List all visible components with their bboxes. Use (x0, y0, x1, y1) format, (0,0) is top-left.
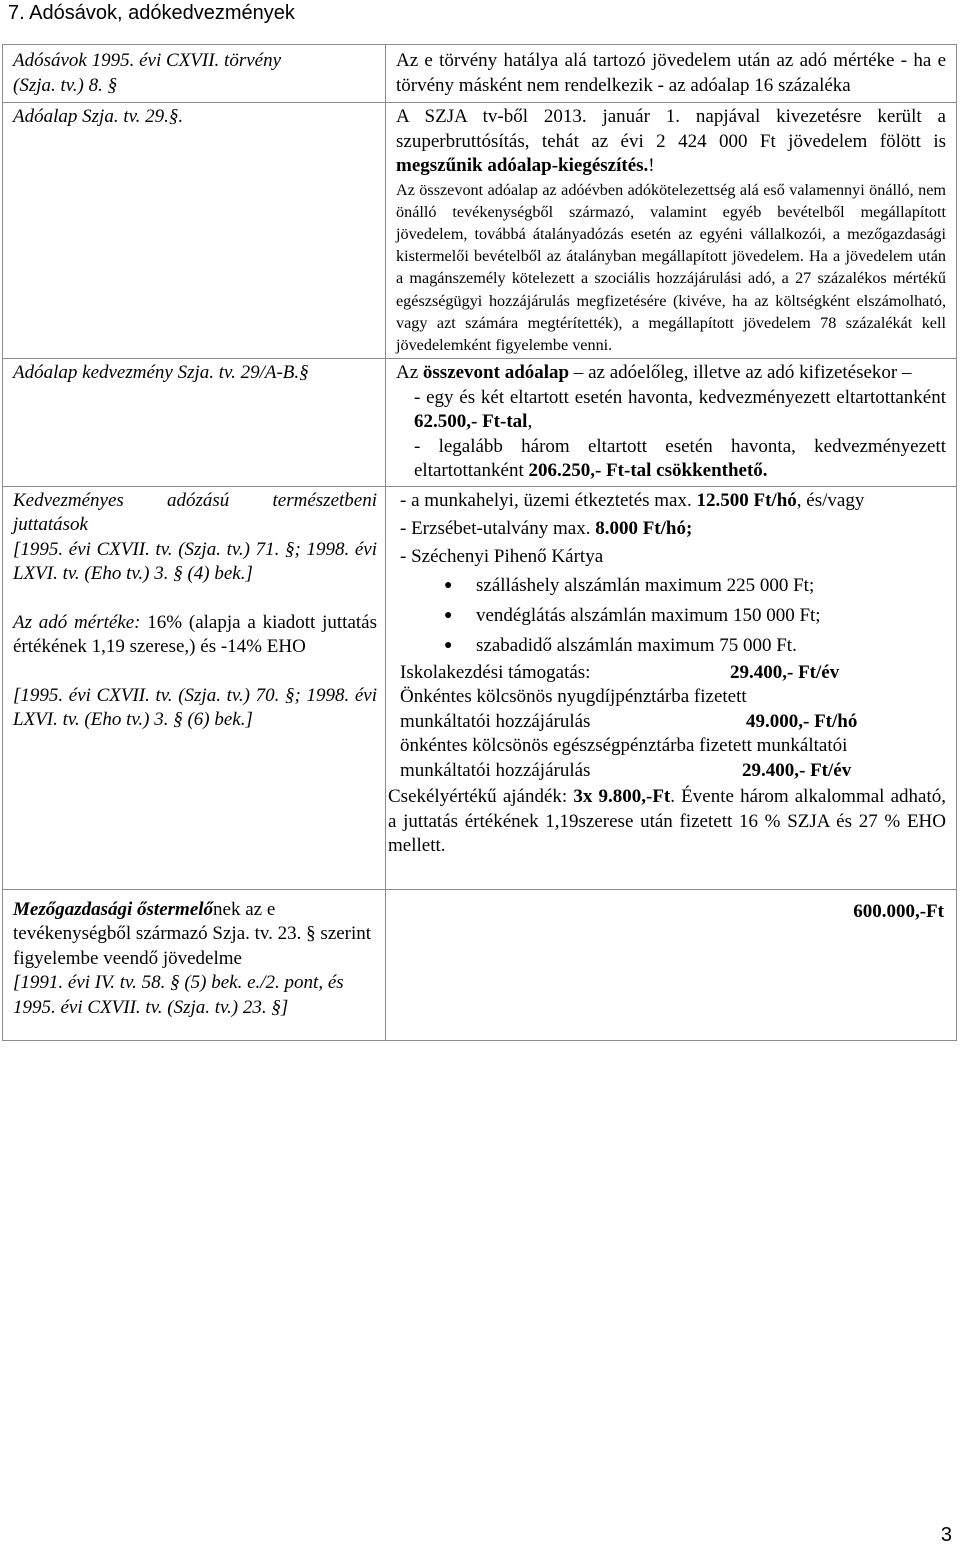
gift-text: Csekélyértékű ajándék: (388, 786, 574, 808)
pension-fund-text: Önkéntes kölcsönös nyugdíjpénztárba fizetett (400, 686, 747, 708)
bullet-icon: ● (444, 637, 453, 653)
row-label-cell (3, 486, 386, 889)
allowance-line-2: - legalább három eltartott esetén havonta, kedvezményezett eltartottanként (414, 435, 946, 482)
rate-label: Az adó mértéke: (13, 611, 141, 633)
farmer-income-value: 600.000,-Ft (853, 900, 944, 922)
list-item (444, 601, 946, 631)
table-row (3, 359, 957, 487)
gift-amount: 3x 9.800,-Ft (573, 786, 671, 808)
row-content-cell (386, 889, 957, 1041)
row-label-text: Szja. tv. 29.§. (77, 106, 184, 127)
row-label-bold: Mezőgazdasági őstermelő (13, 898, 214, 920)
table-row (3, 889, 957, 1041)
szep-item: szabadidő alszámlán maximum 75 000 Ft. (476, 634, 797, 656)
allowance-intro: Az (396, 362, 423, 384)
szep-item: szálláshely alszámlán maximum 225 000 Ft; (476, 574, 815, 596)
bullet-icon: ● (444, 577, 453, 593)
rate-text: 16% (alapja a kiadott juttatás értékének 1,19 szerese,) és ‐14% EHO (13, 611, 377, 658)
erzsebet-voucher: - Erzsébet-utalvány max. (400, 517, 596, 539)
gift-rest: . Évente három alkalommal adható, a juttatás értékének 1,19szerese után fizetett 16 % SZJA és 27 % EHO mellett. (388, 786, 946, 857)
row-content-cell (386, 359, 957, 487)
row-label-italic: Adóalap kedvezmény (13, 362, 173, 384)
meal-benefit-amount: 12.500 Ft/hó (696, 489, 797, 511)
school-support-value: 29.400,- Ft/év (730, 661, 840, 683)
row-label-cell (3, 359, 386, 487)
row-label-cell (3, 45, 386, 103)
allowance-line-1-end: , (527, 411, 533, 433)
row-label-cell (3, 889, 386, 1041)
table-row (3, 486, 957, 889)
benefits-title: Kedvezményes adózású természetbeni juttatások (13, 489, 377, 536)
legal-reference: [1991. évi IV. tv. 58. § (5) bek. e./2. pont, és 1995. évi CXVII. tv. (Szja. tv.) 23. §] (13, 972, 344, 1018)
szep-item: vendéglátás alszámlán maximum 150 000 Ft; (476, 604, 821, 626)
row-content-cell (386, 486, 957, 889)
health-fund-text: önkéntes kölcsönös egészségpénztárba fizetett munkáltatói (400, 735, 848, 757)
school-support-label: Iskolakezdési támogatás: (400, 661, 591, 683)
tax-base-definition: Az összevont adóalap az adóévben adókötelezettség alá eső valamennyi önálló, nem önálló tevékenységből származó, valamint egyéb bevételből megállapított jövedelem, továbbá átalányadózás esetén az egyéni vállalkozói, a mezőgazdasági kistermelői bevételből az átalányban megállapított jövedelem. Ha a jövedelem után a magánszemély kötelezett a szociális hozzájárulási adó, a 27 százalékos mértékű egészségügyi hozzájárulás megfizetésére (kivéve, ha az költségként elszámolható, vagy azt számára megtérítették), a megállapított jövedelem 78 százalékát kell jövedelemként figyelembe venni. (396, 180, 946, 354)
legal-reference: [1995. évi CXVII. tv. (Szja. tv.) 70. §; 1998. évi LXVI. tv. (Eho tv.) 3. § (6) bek.] (13, 684, 377, 731)
szep-card: - Széchenyi Pihenő Kártya (400, 545, 604, 567)
row-label-cell (3, 103, 386, 359)
list-item (444, 631, 946, 661)
pension-fund-label: munkáltatói hozzájárulás (400, 710, 591, 732)
table-row (3, 45, 957, 103)
row-label-text: 1995. évi CXVII. törvény (86, 50, 282, 71)
allowance-line-1: - egy és két eltartott esetén havonta, kedvezményezett eltartottanként (414, 386, 946, 408)
row-label-text: Szja. tv. 29/A-B.§ (172, 362, 309, 384)
row-content-cell (386, 45, 957, 103)
row-label-italic: Adósávok (13, 50, 87, 71)
legal-reference: [1995. évi CXVII. tv. (Szja. tv.) 71. §; 1998. évi LXVI. tv. (Eho tv.) 3. § (4) bek.] (13, 538, 377, 585)
list-item (444, 571, 946, 601)
meal-benefit: - a munkahelyi, üzemi étkeztetés max. (400, 489, 697, 511)
allowance-line-2-amount: 206.250,- Ft-tal csökkenthető. (528, 460, 768, 482)
allowance-intro-bold: összevont adóalap (422, 362, 570, 384)
bullet-icon: ● (444, 607, 453, 623)
legal-reference: (Szja. tv.) 8. § (13, 74, 118, 96)
pension-fund-value: 49.000,- Ft/hó (746, 710, 858, 732)
tax-rate-text: Az e törvény hatálya alá tartozó jövedelem után az adó mértéke - ha e törvény másként nem rendelkezik - az adóalap 16 százaléka (396, 50, 946, 96)
tax-base-mark: ! (648, 155, 655, 176)
row-content-cell (386, 103, 957, 359)
allowance-line-1-amount: 62.500,- Ft-tal (414, 411, 528, 433)
tax-base-text: A SZJA tv-ből 2013. január 1. napjával kivezetésre került a szuperbruttósítás, tehát az évi 2 424 000 Ft jövedelem fölött is (396, 106, 946, 152)
meal-benefit-end: , és/vagy (796, 489, 865, 511)
erzsebet-voucher-amount: 8.000 Ft/hó; (595, 517, 693, 539)
table-row (3, 103, 957, 359)
tax-table (2, 44, 957, 1041)
health-fund-value: 29.400,- Ft/év (742, 759, 852, 781)
row-label-italic: Adóalap (13, 106, 78, 127)
allowance-intro-rest: – az adóelőleg, illetve az adó kifizetésekor – (569, 362, 912, 384)
row-label-text: nek az e tevékenységből származó Szja. tv. 23. § szerint figyelembe veendő jövedelme (13, 898, 372, 969)
health-fund-label: munkáltatói hozzájárulás (400, 759, 591, 781)
section-heading: 7. Adósávok, adókedvezmények (8, 2, 295, 24)
tax-base-bold: megszűnik adóalap-kiegészítés. (396, 155, 649, 176)
page-number: 3 (940, 1524, 952, 1546)
